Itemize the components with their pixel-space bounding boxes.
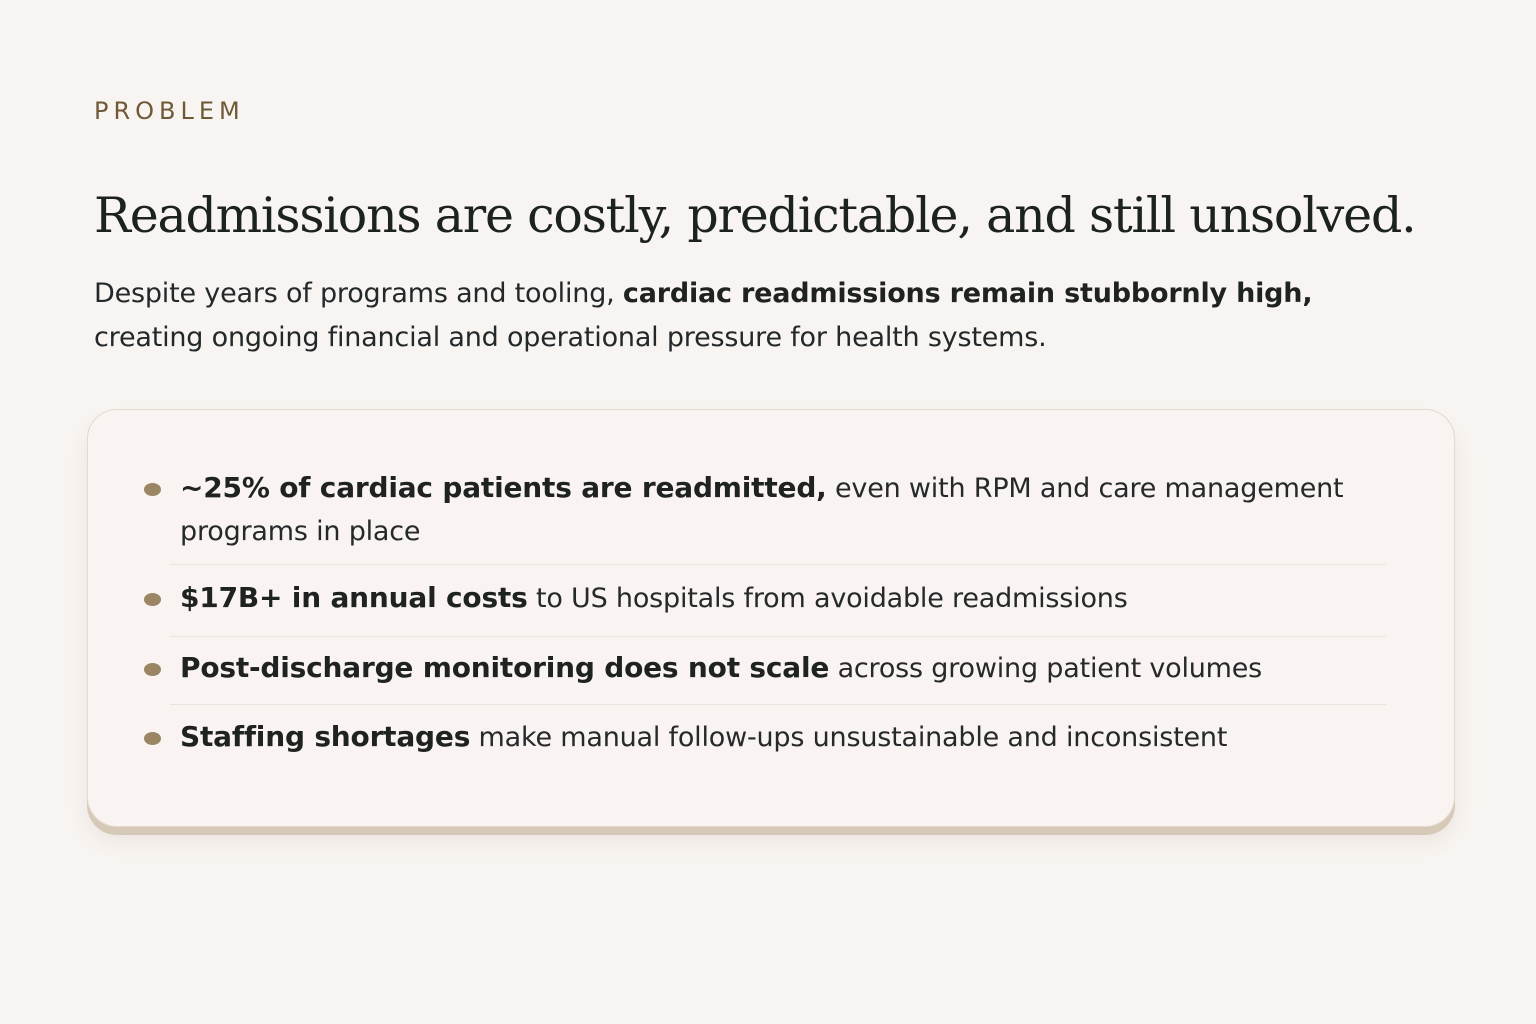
problem-points-card — [87, 409, 1455, 827]
bullet-dot-icon — [144, 483, 161, 496]
intro-text-end: creating ongoing financial and operational pressure for health systems. — [94, 322, 1047, 353]
point-detail: make manual follow-ups unsustainable and inconsistent — [470, 722, 1228, 753]
point-highlight: $17B+ in annual costs — [180, 581, 528, 614]
bullet-dot-icon — [144, 732, 161, 745]
slide-headline: Readmissions are costly, predictable, and still unsolved. — [94, 187, 1416, 244]
point-detail: across growing patient volumes — [829, 653, 1263, 684]
point-detail: to US hospitals from avoidable readmissions — [527, 583, 1128, 614]
point-highlight: ~25% of cardiac patients are readmitted, — [180, 471, 827, 504]
point-detail: even with RPM and care management programs in place — [180, 473, 1344, 547]
intro-emphasis: cardiac readmissions remain stubbornly high, — [622, 278, 1313, 309]
point-text — [180, 466, 1370, 553]
point-text — [180, 715, 1370, 759]
point-divider — [170, 564, 1386, 565]
point-highlight: Post-discharge monitoring does not scale — [180, 651, 830, 684]
bullet-dot-icon — [144, 593, 161, 606]
section-label: PROBLEM — [94, 97, 245, 125]
point-divider — [170, 636, 1386, 637]
point-highlight: Staffing shortages — [180, 720, 471, 753]
bullet-dot-icon — [144, 663, 161, 676]
point-text — [180, 576, 1370, 620]
intro-paragraph — [94, 272, 1424, 360]
point-divider — [170, 704, 1386, 705]
intro-text-start: Despite years of programs and tooling, — [94, 278, 623, 309]
point-text — [180, 646, 1370, 690]
